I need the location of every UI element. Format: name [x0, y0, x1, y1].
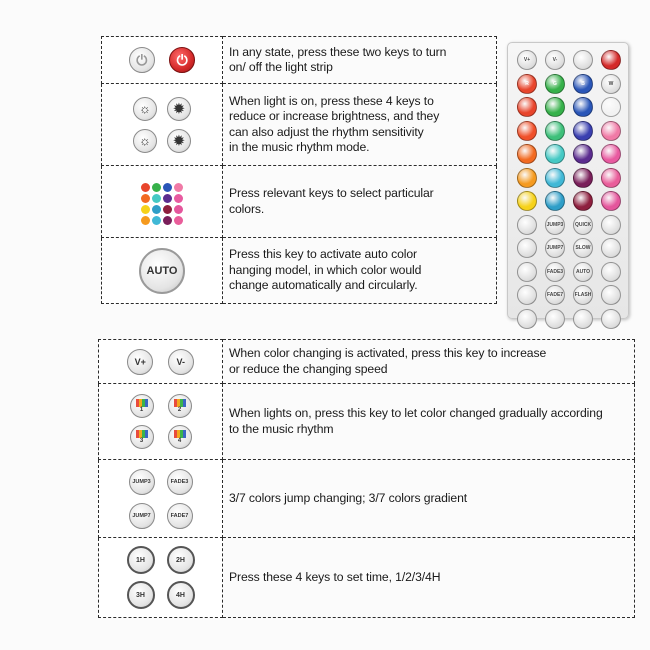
music-mode-key-icon: [130, 394, 154, 418]
remote-color-key: [545, 97, 565, 117]
jump7-key-icon: JUMP7: [129, 503, 155, 529]
remote-color-key: [517, 97, 537, 117]
table-row: [102, 166, 497, 238]
remote-color-key: [573, 144, 593, 164]
remote-function-key: [601, 285, 621, 305]
brightness-up-icon: ☼: [133, 97, 157, 121]
power-off-key-icon: ⏻: [129, 47, 155, 73]
remote-color-key: [517, 191, 537, 211]
remote-function-key: [517, 238, 537, 258]
remote-power-key: [573, 50, 593, 70]
brightness-keys-cell: [102, 84, 223, 166]
music-keys-icon: [130, 394, 192, 449]
instruction-text: When lights on, press this key to let color changed gradually according to the music rhythm: [223, 384, 635, 460]
remote-function-key: [573, 309, 593, 329]
remote-function-key: QUICK: [573, 215, 593, 235]
remote-color-key: [573, 97, 593, 117]
remote-function-key: JUMP7: [545, 238, 565, 258]
color-keys-icon: [141, 183, 183, 225]
remote-color-key: [573, 191, 593, 211]
lower-instruction-table: [98, 339, 635, 618]
remote-color-key: [601, 168, 621, 188]
color-dot: [152, 183, 161, 192]
remote-speed-key: V-: [545, 50, 565, 70]
timer-key-icon: 2H: [167, 546, 195, 574]
remote-rgbw-key: R: [517, 74, 537, 94]
table-row: [99, 460, 635, 538]
color-dot: [174, 183, 183, 192]
remote-power-key: [601, 50, 621, 70]
remote-rgbw-key: B: [573, 74, 593, 94]
brightness-down-icon: ✹: [167, 129, 191, 153]
remote-color-key: [573, 121, 593, 141]
color-dot: [141, 183, 150, 192]
table-row: [102, 238, 497, 304]
brightness-up-icon: ✹: [167, 97, 191, 121]
power-keys-cell: [102, 37, 223, 84]
power-on-key-icon: ⏻: [169, 47, 195, 73]
timer-keys-cell: [99, 538, 223, 618]
jump-fade-keys-icon: [129, 469, 193, 529]
table-row: [102, 84, 497, 166]
remote-color-key: [545, 168, 565, 188]
instruction-text: When color changing is activated, press this key to increase or reduce the changing speed: [223, 340, 635, 384]
remote-function-key: [517, 309, 537, 329]
brightness-down-icon: ☼: [133, 129, 157, 153]
remote-rgbw-key: W: [601, 74, 621, 94]
color-dot: [163, 216, 172, 225]
instruction-text: Press this key to activate auto color hanging model, in which color would change automatically and circularly.: [223, 238, 497, 304]
remote-color-key: [545, 144, 565, 164]
brightness-keys-icon: [133, 97, 191, 153]
color-dot: [152, 216, 161, 225]
remote-rgbw-key: G: [545, 74, 565, 94]
instruction-text: When light is on, press these 4 keys to reduce or increase brightness, and they can also adjust the rhythm sensitivity in the music rhythm mode.: [223, 84, 497, 166]
color-dot: [163, 205, 172, 214]
fade7-key-icon: FADE7: [167, 503, 193, 529]
speed-keys-cell: [99, 340, 223, 384]
remote-speed-key: V+: [517, 50, 537, 70]
music-mode-key-icon: [168, 425, 192, 449]
remote-key-grid: [517, 50, 623, 331]
power-keys-icon: [129, 47, 195, 73]
remote-function-key: [517, 262, 537, 282]
equalizer-icon: [174, 399, 186, 407]
remote-function-key: [601, 238, 621, 258]
color-dot: [163, 183, 172, 192]
music-mode-key-icon: [168, 394, 192, 418]
color-dot: [174, 205, 183, 214]
equalizer-icon: [136, 399, 148, 407]
equalizer-icon: [136, 430, 148, 438]
remote-color-key: [517, 168, 537, 188]
timer-keys-icon: [127, 546, 195, 609]
color-dot: [163, 194, 172, 203]
jump-fade-keys-cell: [99, 460, 223, 538]
music-mode-number: 3: [139, 438, 144, 444]
remote-function-key: [601, 215, 621, 235]
color-dot: [174, 216, 183, 225]
music-mode-number: 1: [139, 407, 144, 413]
remote-function-key: AUTO: [573, 262, 593, 282]
color-keys-cell: [102, 166, 223, 238]
jump3-key-icon: JUMP3: [129, 469, 155, 495]
timer-key-icon: 3H: [127, 581, 155, 609]
remote-color-key: [545, 121, 565, 141]
timer-key-icon: 1H: [127, 546, 155, 574]
table-row: [102, 37, 497, 84]
speed-down-key-icon: V-: [168, 349, 194, 375]
auto-key-cell: [102, 238, 223, 304]
timer-key-icon: 4H: [167, 581, 195, 609]
remote-function-key: [601, 262, 621, 282]
remote-color-key: [601, 144, 621, 164]
music-mode-number: 4: [177, 438, 182, 444]
remote-function-key: JUMP3: [545, 215, 565, 235]
speed-up-key-icon: V+: [127, 349, 153, 375]
remote-color-key: [545, 191, 565, 211]
remote-color-key: [517, 144, 537, 164]
remote-color-key: [601, 97, 621, 117]
color-dot: [141, 194, 150, 203]
remote-color-key: [517, 121, 537, 141]
remote-function-key: [601, 309, 621, 329]
fade3-key-icon: FADE3: [167, 469, 193, 495]
instruction-text: Press these 4 keys to set time, 1/2/3/4H: [223, 538, 635, 618]
table-row: [99, 538, 635, 618]
instruction-text: Press relevant keys to select particular colors.: [223, 166, 497, 238]
remote-color-key: [573, 168, 593, 188]
table-row: [99, 340, 635, 384]
instruction-text: In any state, press these two keys to turn on/ off the light strip: [223, 37, 497, 84]
remote-function-key: FADE3: [545, 262, 565, 282]
remote-color-key: [601, 121, 621, 141]
remote-function-key: [545, 309, 565, 329]
music-mode-number: 2: [177, 407, 182, 413]
color-dot: [141, 205, 150, 214]
remote-control: [507, 42, 629, 319]
color-dot: [152, 205, 161, 214]
table-row: [99, 384, 635, 460]
color-dot: [174, 194, 183, 203]
remote-function-key: [517, 215, 537, 235]
instruction-text: 3/7 colors jump changing; 3/7 colors gradient: [223, 460, 635, 538]
music-mode-key-icon: [130, 425, 154, 449]
upper-instruction-table: [101, 36, 497, 304]
equalizer-icon: [174, 430, 186, 438]
music-keys-cell: [99, 384, 223, 460]
color-dot: [152, 194, 161, 203]
color-dot: [141, 216, 150, 225]
auto-key-icon: AUTO: [139, 248, 185, 294]
remote-function-key: FADE7: [545, 285, 565, 305]
remote-function-key: [517, 285, 537, 305]
remote-color-key: [601, 191, 621, 211]
remote-function-key: SLOW: [573, 238, 593, 258]
remote-function-key: FLASH: [573, 285, 593, 305]
